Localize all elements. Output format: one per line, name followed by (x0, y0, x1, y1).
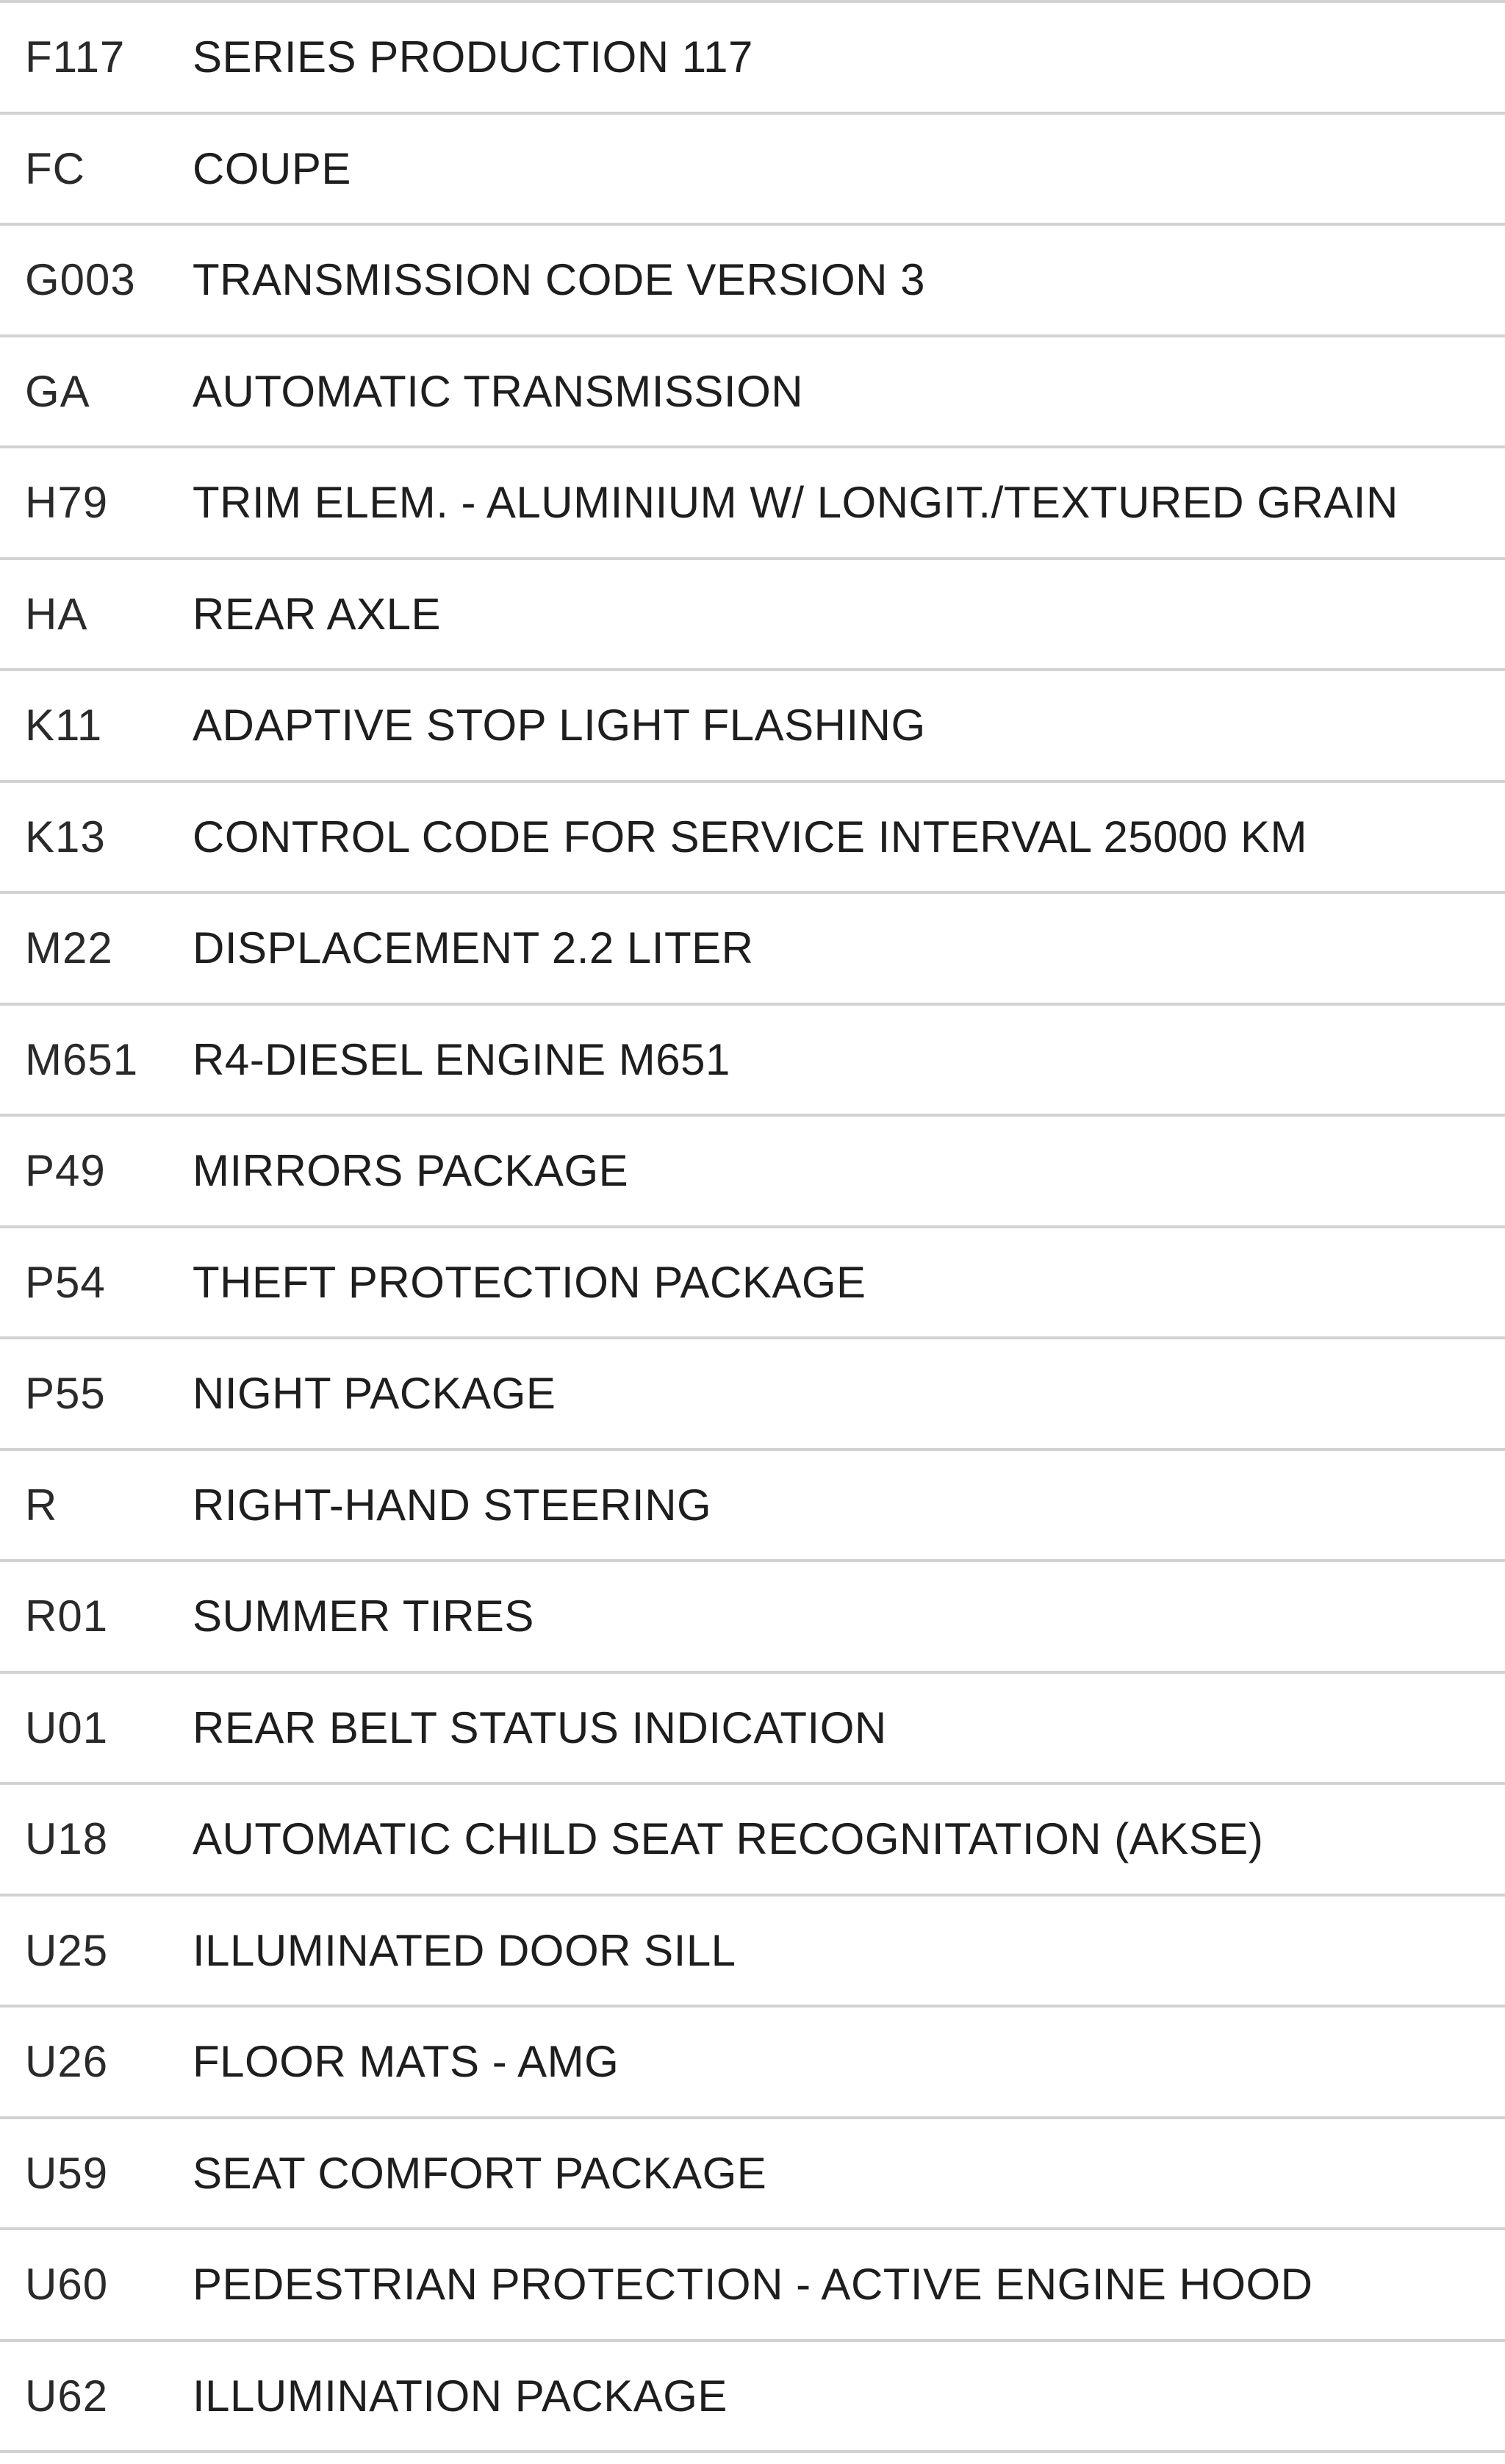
option-code: H79 (25, 478, 109, 528)
table-row (0, 337, 1505, 449)
option-code: F117 (25, 32, 126, 82)
option-description: ILLUMINATED DOOR SILL (193, 1925, 736, 1975)
table-row (0, 560, 1505, 672)
option-description: TRANSMISSION CODE VERSION 3 (193, 255, 925, 305)
option-code: P49 (25, 1146, 106, 1196)
option-code: HA (25, 589, 88, 639)
option-code: U60 (25, 2260, 109, 2310)
table-row (0, 783, 1505, 895)
option-description: AUTOMATIC TRANSMISSION (193, 366, 804, 416)
table-row (0, 671, 1505, 783)
option-description: REAR BELT STATUS INDICATION (193, 1702, 887, 1752)
option-description: CONTROL CODE FOR SERVICE INTERVAL 25000 KM (193, 812, 1307, 862)
option-description: SUMMER TIRES (193, 1591, 534, 1641)
table-row (0, 115, 1505, 226)
option-description: THEFT PROTECTION PACKAGE (193, 1257, 866, 1307)
option-description: COUPE (193, 143, 351, 193)
option-description: ILLUMINATION PACKAGE (193, 2371, 728, 2421)
option-code: U62 (25, 2371, 109, 2421)
option-code: U18 (25, 1814, 109, 1864)
option-description: SERIES PRODUCTION 117 (193, 32, 753, 82)
table-row (0, 226, 1505, 337)
option-code: U59 (25, 2148, 109, 2198)
table-row (0, 3, 1505, 115)
option-description: AUTOMATIC CHILD SEAT RECOGNITATION (AKSE) (193, 1814, 1264, 1864)
table-row (0, 2119, 1505, 2231)
option-code: U26 (25, 2037, 109, 2087)
table-row (0, 448, 1505, 560)
table-row (0, 2342, 1505, 2454)
table-row (0, 1897, 1505, 2008)
option-description: R4-DIESEL ENGINE M651 (193, 1034, 730, 1084)
option-code: M22 (25, 923, 113, 973)
option-description: PEDESTRIAN PROTECTION - ACTIVE ENGINE HOOD (193, 2260, 1313, 2310)
table-row (0, 1785, 1505, 1897)
option-description: RIGHT-HAND STEERING (193, 1480, 712, 1530)
option-code: U01 (25, 1702, 109, 1752)
option-code: P55 (25, 1369, 106, 1419)
option-code: R (25, 1480, 58, 1530)
table-row (0, 1451, 1505, 1563)
option-description: REAR AXLE (193, 589, 441, 639)
table-row (0, 2230, 1505, 2342)
option-description: TRIM ELEM. - ALUMINIUM W/ LONGIT./TEXTURED GRAIN (193, 478, 1398, 528)
table-row (0, 1006, 1505, 1117)
option-code: P54 (25, 1257, 106, 1307)
table-row (0, 1339, 1505, 1451)
option-code: U25 (25, 1925, 109, 1975)
option-code: G003 (25, 255, 136, 305)
option-code: FC (25, 143, 85, 193)
option-description: FLOOR MATS - AMG (193, 2037, 619, 2087)
option-code: R01 (25, 1591, 109, 1641)
table-row (0, 2008, 1505, 2119)
table-row (0, 1562, 1505, 1674)
option-code-list (0, 3, 1505, 2453)
table-row (0, 1228, 1505, 1340)
table-row (0, 1117, 1505, 1228)
table-row (0, 1674, 1505, 1786)
option-code: K13 (25, 812, 106, 862)
option-code: M651 (25, 1034, 139, 1084)
option-description: ADAPTIVE STOP LIGHT FLASHING (193, 701, 926, 751)
option-code: GA (25, 366, 90, 416)
option-description: MIRRORS PACKAGE (193, 1146, 629, 1196)
option-description: SEAT COMFORT PACKAGE (193, 2148, 767, 2198)
table-row (0, 894, 1505, 1006)
option-description: NIGHT PACKAGE (193, 1369, 556, 1419)
option-description: DISPLACEMENT 2.2 LITER (193, 923, 754, 973)
option-code: K11 (25, 701, 103, 751)
